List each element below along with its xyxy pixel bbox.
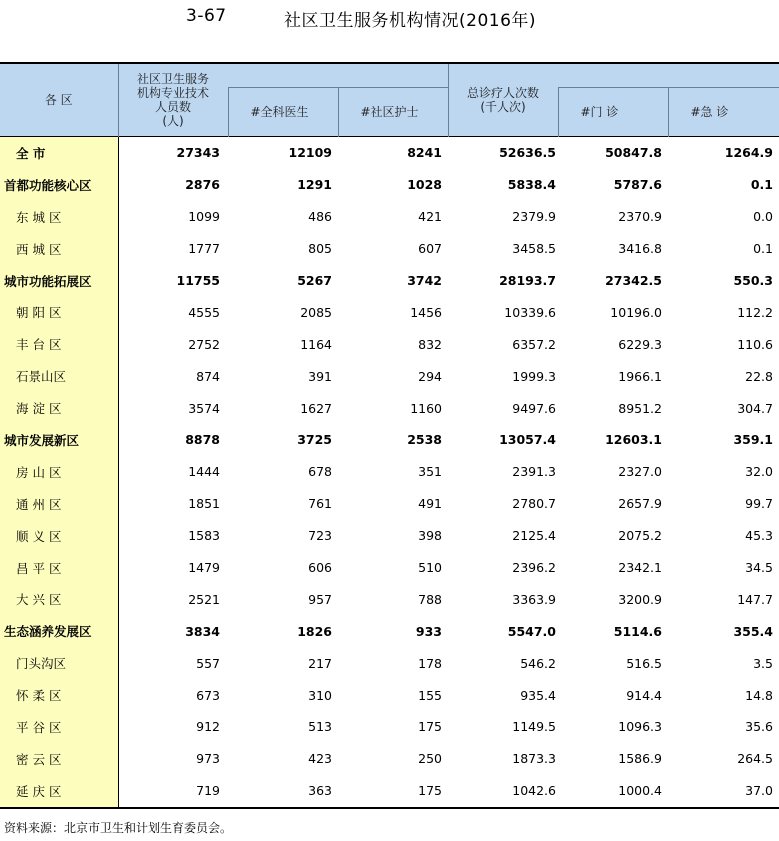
cell-outpatient: 2075.2 xyxy=(618,528,662,544)
cell-visits: 935.4 xyxy=(520,687,556,703)
region-name: 丰 台 区 xyxy=(0,328,118,360)
cell-nurse: 175 xyxy=(418,719,442,735)
cell-outpatient: 2342.1 xyxy=(618,560,662,576)
cell-staff: 3834 xyxy=(185,623,220,639)
header-outpatient: #门 诊 xyxy=(558,88,668,137)
cell-staff: 4555 xyxy=(188,304,220,320)
cell-visits: 5838.4 xyxy=(507,177,556,193)
cell-gp: 423 xyxy=(308,751,332,767)
region-name: 怀 柔 区 xyxy=(0,679,118,711)
table-row xyxy=(0,520,779,552)
cell-emergency: 110.6 xyxy=(737,336,773,352)
table-row xyxy=(0,169,779,201)
header-gp: #全科医生 xyxy=(228,88,338,137)
cell-emergency: 147.7 xyxy=(737,591,773,607)
cell-gp: 5267 xyxy=(297,273,332,288)
source-note: 资料来源：北京市卫生和计划生育委员会。 xyxy=(4,821,233,835)
cell-gp: 1164 xyxy=(300,336,332,352)
cell-staff: 912 xyxy=(196,719,220,735)
region-name: 朝 阳 区 xyxy=(0,296,118,328)
cell-nurse: 607 xyxy=(418,241,442,257)
region-name: 通 州 区 xyxy=(0,488,118,520)
cell-staff: 673 xyxy=(196,687,220,703)
cell-staff: 2521 xyxy=(188,591,220,607)
cell-outpatient: 914.4 xyxy=(626,687,662,703)
header-staff-sub-spacer xyxy=(228,63,448,88)
cell-nurse: 3742 xyxy=(407,273,442,288)
cell-emergency: 0.1 xyxy=(750,177,773,193)
region-name: 东 城 区 xyxy=(0,201,118,233)
cell-staff: 27343 xyxy=(176,145,220,161)
cell-outpatient: 1586.9 xyxy=(618,751,662,767)
cell-staff: 557 xyxy=(196,655,220,671)
cell-gp: 1826 xyxy=(297,623,332,639)
table-row xyxy=(0,711,779,743)
table-body xyxy=(0,137,779,808)
cell-emergency: 35.6 xyxy=(745,719,773,735)
cell-outpatient: 10196.0 xyxy=(610,304,662,320)
cell-nurse: 491 xyxy=(418,496,442,512)
region-name: 顺 义 区 xyxy=(0,520,118,552)
cell-visits: 13057.4 xyxy=(499,432,556,448)
cell-emergency: 32.0 xyxy=(745,464,773,480)
cell-emergency: 22.8 xyxy=(745,368,773,384)
region-name: 城市功能拓展区 xyxy=(0,265,118,297)
cell-outpatient: 27342.5 xyxy=(605,273,662,288)
cell-emergency: 0.0 xyxy=(753,209,773,225)
cell-staff: 874 xyxy=(196,368,220,384)
cell-gp: 1627 xyxy=(300,400,332,416)
region-name: 平 谷 区 xyxy=(0,711,118,743)
cell-gp: 761 xyxy=(308,496,332,512)
cell-outpatient: 2327.0 xyxy=(618,464,662,480)
cell-outpatient: 2370.9 xyxy=(618,209,662,225)
table-title xyxy=(0,6,779,30)
cell-gp: 957 xyxy=(308,591,332,607)
cell-emergency: 37.0 xyxy=(745,783,773,799)
header-visits-sub-spacer xyxy=(558,63,779,88)
table-number: 3-67 xyxy=(186,6,227,26)
cell-nurse: 1160 xyxy=(410,400,442,416)
cell-nurse: 421 xyxy=(418,209,442,225)
cell-visits: 28193.7 xyxy=(499,273,556,288)
cell-nurse: 510 xyxy=(418,560,442,576)
cell-nurse: 832 xyxy=(418,336,442,352)
cell-visits: 2391.3 xyxy=(512,464,556,480)
cell-nurse: 788 xyxy=(418,591,442,607)
table-row xyxy=(0,392,779,424)
cell-nurse: 250 xyxy=(418,751,442,767)
cell-visits: 2780.7 xyxy=(512,496,556,512)
cell-emergency: 45.3 xyxy=(745,528,773,544)
cell-nurse: 175 xyxy=(418,783,442,799)
cell-gp: 1291 xyxy=(297,177,332,193)
cell-gp: 606 xyxy=(308,560,332,576)
cell-gp: 805 xyxy=(308,241,332,257)
region-name: 大 兴 区 xyxy=(0,583,118,615)
cell-nurse: 2538 xyxy=(407,432,442,448)
cell-staff: 1444 xyxy=(188,464,220,480)
cell-staff: 719 xyxy=(196,783,220,799)
region-name: 密 云 区 xyxy=(0,743,118,775)
cell-gp: 310 xyxy=(308,687,332,703)
region-name: 西 城 区 xyxy=(0,233,118,265)
table-row xyxy=(0,328,779,360)
cell-staff: 1851 xyxy=(188,496,220,512)
table-row xyxy=(0,201,779,233)
cell-outpatient: 8951.2 xyxy=(618,400,662,416)
table-row xyxy=(0,615,779,647)
cell-visits: 1042.6 xyxy=(512,783,556,799)
table-row xyxy=(0,233,779,265)
table-title-text: 社区卫生服务机构情况(2016年) xyxy=(284,11,537,31)
cell-gp: 486 xyxy=(308,209,332,225)
cell-visits: 2396.2 xyxy=(512,560,556,576)
cell-staff: 2752 xyxy=(188,336,220,352)
cell-emergency: 99.7 xyxy=(745,496,773,512)
cell-visits: 9497.6 xyxy=(512,400,556,416)
cell-emergency: 0.1 xyxy=(753,241,773,257)
cell-visits: 5547.0 xyxy=(507,623,556,639)
cell-visits: 3363.9 xyxy=(512,591,556,607)
region-name: 昌 平 区 xyxy=(0,552,118,584)
cell-outpatient: 2657.9 xyxy=(618,496,662,512)
table-row xyxy=(0,552,779,584)
table-row xyxy=(0,360,779,392)
cell-staff: 2876 xyxy=(185,177,220,193)
header-staff: 社区卫生服务 机构专业技术 人员数 (人) xyxy=(118,63,228,137)
region-name: 门头沟区 xyxy=(0,647,118,679)
table-row xyxy=(0,424,779,456)
cell-gp: 513 xyxy=(308,719,332,735)
cell-emergency: 355.4 xyxy=(733,623,773,639)
cell-nurse: 351 xyxy=(418,464,442,480)
cell-emergency: 304.7 xyxy=(737,400,773,416)
region-name: 海 淀 区 xyxy=(0,392,118,424)
region-name: 生态涵养发展区 xyxy=(0,615,118,647)
cell-gp: 3725 xyxy=(297,432,332,448)
cell-emergency: 112.2 xyxy=(737,304,773,320)
region-name: 石景山区 xyxy=(0,360,118,392)
cell-visits: 10339.6 xyxy=(504,304,556,320)
header-region: 各 区 xyxy=(0,63,118,137)
table-row xyxy=(0,456,779,488)
cell-emergency: 1264.9 xyxy=(724,145,773,161)
cell-outpatient: 6229.3 xyxy=(618,336,662,352)
cell-emergency: 3.5 xyxy=(753,655,773,671)
cell-visits: 52636.5 xyxy=(499,145,556,161)
cell-visits: 2125.4 xyxy=(512,528,556,544)
cell-nurse: 398 xyxy=(418,528,442,544)
cell-staff: 1583 xyxy=(188,528,220,544)
cell-outpatient: 3200.9 xyxy=(618,591,662,607)
cell-gp: 391 xyxy=(308,368,332,384)
table-row xyxy=(0,647,779,679)
cell-visits: 1149.5 xyxy=(512,719,556,735)
cell-outpatient: 516.5 xyxy=(626,655,662,671)
cell-gp: 2085 xyxy=(300,304,332,320)
cell-visits: 1999.3 xyxy=(512,368,556,384)
table-row xyxy=(0,265,779,297)
community-health-table xyxy=(0,62,779,809)
cell-nurse: 155 xyxy=(418,687,442,703)
cell-visits: 546.2 xyxy=(520,655,556,671)
cell-outpatient: 1096.3 xyxy=(618,719,662,735)
cell-nurse: 178 xyxy=(418,655,442,671)
cell-outpatient: 12603.1 xyxy=(605,432,662,448)
cell-outpatient: 3416.8 xyxy=(618,241,662,257)
header-emergency: #急 诊 xyxy=(668,88,779,137)
cell-gp: 363 xyxy=(308,783,332,799)
cell-gp: 12109 xyxy=(288,145,332,161)
cell-staff: 3574 xyxy=(188,400,220,416)
table-row xyxy=(0,743,779,775)
table-row xyxy=(0,679,779,711)
region-name: 全 市 xyxy=(0,137,118,169)
cell-staff: 1777 xyxy=(188,241,220,257)
cell-gp: 217 xyxy=(308,655,332,671)
cell-staff: 1479 xyxy=(188,560,220,576)
region-name: 城市发展新区 xyxy=(0,424,118,456)
cell-visits: 2379.9 xyxy=(512,209,556,225)
cell-emergency: 34.5 xyxy=(745,560,773,576)
cell-gp: 678 xyxy=(308,464,332,480)
table-row xyxy=(0,583,779,615)
cell-emergency: 550.3 xyxy=(733,273,773,288)
header-visits: 总诊疗人次数 (千人次) xyxy=(448,63,558,137)
cell-emergency: 264.5 xyxy=(737,751,773,767)
cell-nurse: 933 xyxy=(415,623,442,639)
cell-visits: 3458.5 xyxy=(512,241,556,257)
cell-outpatient: 1000.4 xyxy=(618,783,662,799)
cell-emergency: 14.8 xyxy=(745,687,773,703)
cell-outpatient: 1966.1 xyxy=(618,368,662,384)
region-name: 首都功能核心区 xyxy=(0,169,118,201)
region-name: 延 庆 区 xyxy=(0,775,118,808)
table-row xyxy=(0,137,779,169)
cell-staff: 11755 xyxy=(176,273,220,288)
cell-nurse: 1028 xyxy=(407,177,442,193)
header-nurse: #社区护士 xyxy=(338,88,448,137)
cell-nurse: 294 xyxy=(418,368,442,384)
table-row xyxy=(0,488,779,520)
table-header xyxy=(0,63,779,137)
cell-outpatient: 50847.8 xyxy=(605,145,662,161)
cell-outpatient: 5787.6 xyxy=(613,177,662,193)
cell-visits: 1873.3 xyxy=(512,751,556,767)
cell-gp: 723 xyxy=(308,528,332,544)
cell-emergency: 359.1 xyxy=(733,432,773,448)
cell-visits: 6357.2 xyxy=(512,336,556,352)
table-row xyxy=(0,775,779,808)
cell-nurse: 8241 xyxy=(407,145,442,161)
cell-staff: 973 xyxy=(196,751,220,767)
cell-staff: 1099 xyxy=(188,209,220,225)
region-name: 房 山 区 xyxy=(0,456,118,488)
table-row xyxy=(0,296,779,328)
cell-staff: 8878 xyxy=(185,432,220,448)
cell-nurse: 1456 xyxy=(410,304,442,320)
cell-outpatient: 5114.6 xyxy=(613,623,662,639)
